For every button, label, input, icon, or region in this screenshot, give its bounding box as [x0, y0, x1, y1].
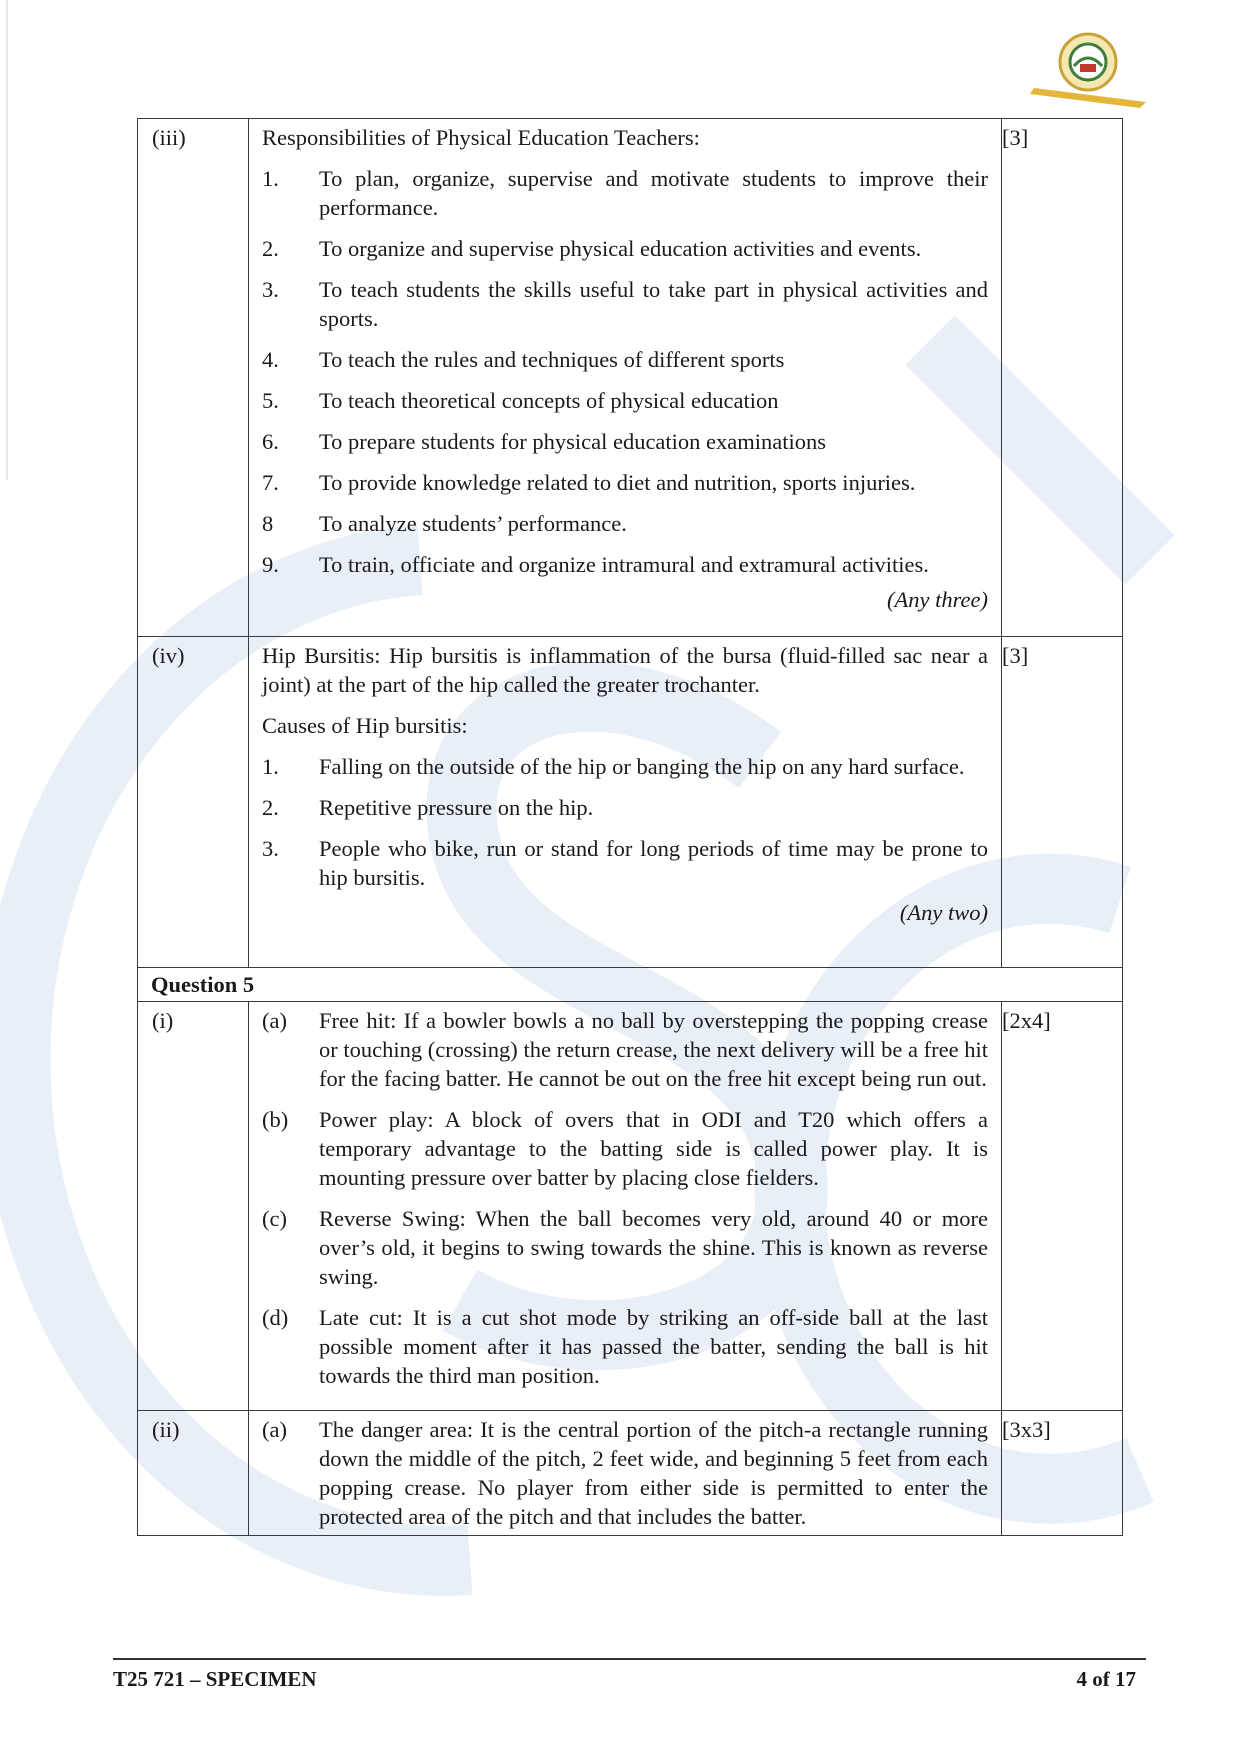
item-text: Free hit: If a bowler bowls a no ball by overstepping the popping crease or touching (crossing) the return crease, the next delivery will be a free hit for the facing batter. He cannot be out on the free hit except being run out. [319, 1008, 988, 1091]
item-letter: (a) [262, 1008, 287, 1033]
question-heading-row [138, 968, 1123, 1002]
item-letter: (a) [262, 1417, 287, 1442]
answer-heading: Responsibilities of Physical Education Teachers: [262, 125, 700, 150]
item-letter: (b) [262, 1107, 289, 1132]
answer-body [249, 1411, 1002, 1536]
item-number: 4. [262, 347, 279, 372]
row-number: (iv) [138, 637, 249, 968]
item-text: To organize and supervise physical education activities and events. [319, 236, 922, 261]
list-item [262, 468, 988, 497]
item-text: Falling on the outside of the hip or banging the hip on any hard surface. [319, 754, 965, 779]
list-item [262, 234, 988, 263]
item-text: To teach students the skills useful to take part in physical activities and sports. [319, 277, 988, 331]
item-text: The danger area: It is the central portion of the pitch-a rectangle running down the middle of the pitch, 2 feet wide, and beginning 5 feet from each popping crease. No player from either side is permitted to enter the protected area of the pitch and that includes the batter. [319, 1417, 988, 1529]
item-text: Power play: A block of overs that in ODI and T20 which offers a temporary advantage to the batting side is called power play. It is mounting pressure over batter by placing close fielders. [319, 1107, 988, 1190]
list-item [262, 1415, 988, 1531]
item-text: To teach theoretical concepts of physical education [319, 388, 779, 413]
item-number: 2. [262, 795, 279, 820]
list-item [262, 345, 988, 374]
list-item [262, 752, 988, 781]
item-text: To analyze students’ performance. [319, 511, 627, 536]
item-number: 8 [262, 511, 274, 536]
item-number: 7. [262, 470, 279, 495]
list-item [262, 1204, 988, 1291]
list-item [262, 834, 988, 892]
row-iv [138, 637, 1123, 968]
footer-rule [113, 1658, 1146, 1660]
answer-subheading: Causes of Hip bursitis: [262, 713, 468, 738]
item-letter: (d) [262, 1305, 289, 1330]
item-text: Reverse Swing: When the ball becomes very old, around 40 or more over’s old, it begins to swing towards the shine. This is known as reverse swing. [319, 1206, 988, 1289]
list-item [262, 1303, 988, 1390]
paper-code: T25 721 – SPECIMEN [113, 1667, 317, 1691]
list-item [262, 1006, 988, 1093]
item-number: 2. [262, 236, 279, 261]
list-item [262, 275, 988, 333]
item-number: 1. [262, 166, 279, 191]
item-number: 6. [262, 429, 279, 454]
list-item [262, 1105, 988, 1192]
row-iii [138, 119, 1123, 637]
page-number: 4 of 17 [1076, 1667, 1136, 1691]
item-letter: (c) [262, 1206, 287, 1231]
item-text: To prepare students for physical education examinations [319, 429, 827, 454]
item-text: To plan, organize, supervise and motivate students to improve their performance. [319, 166, 988, 220]
list-item [262, 793, 988, 822]
item-text: People who bike, run or stand for long periods of time may be prone to hip bursitis. [319, 836, 988, 890]
marks: [3] [1002, 637, 1123, 968]
list-item [262, 509, 988, 538]
item-number: 1. [262, 754, 279, 779]
row-number: (iii) [138, 119, 249, 637]
question-heading: Question 5 [138, 968, 1123, 1002]
answer-body [249, 1002, 1002, 1411]
item-number: 3. [262, 277, 279, 302]
item-number: 9. [262, 552, 279, 577]
any-note: (Any two) [899, 900, 988, 925]
row-q5-i [138, 1002, 1123, 1411]
marks: [2x4] [1002, 1002, 1123, 1411]
list-item [262, 164, 988, 222]
marks: [3] [1002, 119, 1123, 637]
item-text: To train, officiate and organize intramural and extramural activities. [319, 552, 929, 577]
item-text: To teach the rules and techniques of different sports [319, 347, 785, 372]
item-number: 3. [262, 836, 279, 861]
answer-table [137, 118, 1123, 1536]
any-note: (Any three) [887, 587, 988, 612]
answer-body [249, 119, 1002, 637]
item-number: 5. [262, 388, 279, 413]
list-item [262, 550, 988, 579]
item-text: To provide knowledge related to diet and nutrition, sports injuries. [319, 470, 916, 495]
row-q5-ii [138, 1411, 1123, 1536]
row-number: (i) [138, 1002, 249, 1411]
answer-body [249, 637, 1002, 968]
row-number: (ii) [138, 1411, 249, 1536]
list-item [262, 386, 988, 415]
item-text: Late cut: It is a cut shot mode by striking an off-side ball at the last possible moment after it has passed the batter, sending the ball is hit towards the third man position. [319, 1305, 988, 1388]
marks: [3x3] [1002, 1411, 1123, 1536]
list-item [262, 427, 988, 456]
scan-edge [6, 0, 8, 480]
answer-intro: Hip Bursitis: Hip bursitis is inflammation of the bursa (fluid-filled sac near a joint) at the part of the hip called the greater trochanter. [262, 643, 988, 697]
item-text: Repetitive pressure on the hip. [319, 795, 594, 820]
cisce-logo [1030, 30, 1150, 112]
